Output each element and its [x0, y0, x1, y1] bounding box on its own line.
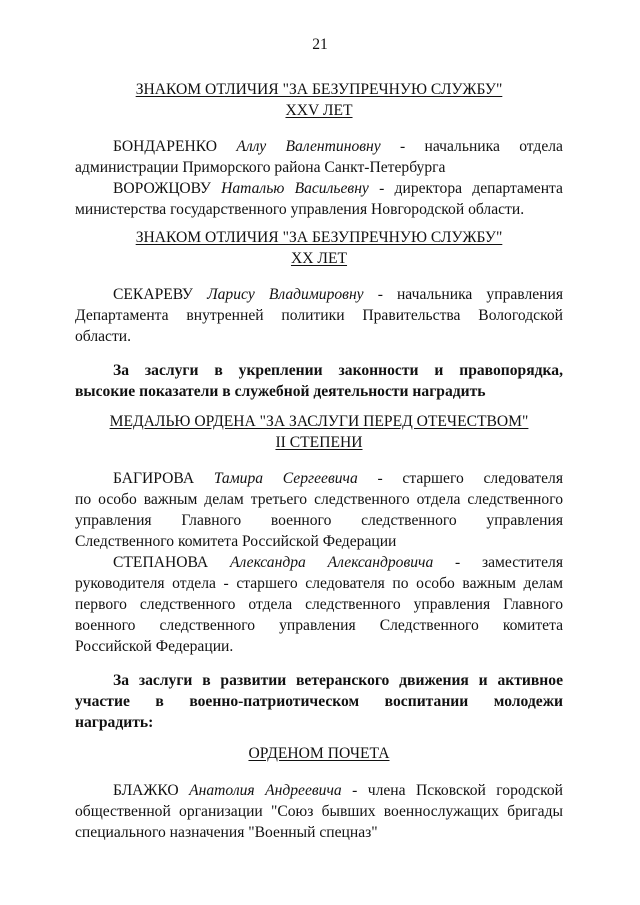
awardee-position-continued: руководителя отдела - старшего следователя по особо важным делам — [75, 575, 563, 592]
award-subheading-25-years: XXV ЛЕТ — [285, 102, 353, 119]
awardee-position-continued: специального назначения "Военный спецназ" — [75, 824, 378, 841]
page-number: 21 — [312, 36, 328, 53]
awardee-position-continued: Следственного комитета Российской Федерации — [75, 533, 397, 550]
awardee-surname: БАГИРОВА — [113, 470, 195, 487]
awardee-position: - члена Псковской городской — [341, 782, 564, 799]
awardee-position: - старшего следователя — [357, 470, 564, 487]
awardee-given-names: Аллу Валентиновну — [236, 138, 381, 155]
award-reason-continued: участие в военно-патриотическом воспитании молодежи — [75, 693, 563, 710]
award-reason-continued: высокие показатели в служебной деятельности наградить — [75, 383, 486, 400]
awardee-position-continued: Российской Федерации. — [75, 638, 234, 655]
award-subheading-20-years: XX ЛЕТ — [290, 250, 348, 267]
awardee-position: - заместителя — [433, 554, 563, 571]
awardee-position: - начальника управления — [363, 286, 564, 303]
awardee-position-continued: министерства государственного управления Новгородской области. — [75, 201, 525, 218]
awardee-entry-stepanov — [113, 552, 563, 574]
award-reason-continued: наградить: — [75, 714, 154, 731]
awardee-position: - начальника отдела — [380, 138, 563, 155]
awardee-entry-bagirov — [113, 468, 563, 490]
awardee-given-names: Анатолия Андреевича — [189, 782, 342, 799]
awardee-entry-sekareva — [113, 284, 563, 306]
awardee-entry-blazhko — [113, 780, 563, 802]
awardee-surname: СЕКАРЕВУ — [113, 286, 193, 303]
award-heading-25-years: ЗНАКОМ ОТЛИЧИЯ "ЗА БЕЗУПРЕЧНУЮ СЛУЖБУ" — [135, 81, 503, 98]
awardee-position-continued: Департамента внутренней политики Правительства Вологодской — [75, 307, 563, 324]
award-heading-medal: МЕДАЛЬЮ ОРДЕНА "ЗА ЗАСЛУГИ ПЕРЕД ОТЕЧЕСТВОМ" — [109, 413, 529, 430]
award-subheading-medal: II СТЕПЕНИ — [275, 434, 363, 451]
awardee-given-names: Александра Александровича — [229, 554, 434, 571]
awardee-given-names: Ларису Владимировну — [207, 286, 364, 303]
awardee-given-names: Наталью Васильевну — [221, 180, 369, 197]
awardee-entry-vorozhtsova — [113, 178, 563, 200]
award-reason: За заслуги в укреплении законности и правопорядка, — [113, 362, 563, 379]
award-reason: За заслуги в развитии ветеранского движения и активное — [113, 672, 563, 689]
awardee-surname: ВОРОЖЦОВУ — [113, 180, 211, 197]
awardee-position-continued: администрации Приморского района Санкт-Петербурга — [75, 159, 446, 176]
awardee-position-continued: общественной организации "Союз бывших военнослужащих бригады — [75, 803, 563, 820]
awardee-entry-bondarenko — [113, 136, 563, 158]
awardee-surname: БЛАЖКО — [113, 782, 179, 799]
awardee-position-continued: первого следственного отдела следственного управления Главного — [75, 596, 563, 613]
awardee-position: - директора департамента — [368, 180, 563, 197]
award-heading-order: ОРДЕНОМ ПОЧЕТА — [248, 745, 390, 762]
awardee-position-continued: военного следственного управления Следственного комитета — [75, 617, 563, 634]
awardee-given-names: Тамира Сергеевича — [213, 470, 358, 487]
awardee-surname: БОНДАРЕНКО — [113, 138, 218, 155]
awardee-position-continued: по особо важным делам третьего следственного отдела следственного — [75, 491, 563, 508]
awardee-surname: СТЕПАНОВА — [113, 554, 209, 571]
awardee-position-continued: области. — [75, 328, 132, 345]
award-heading-20-years: ЗНАКОМ ОТЛИЧИЯ "ЗА БЕЗУПРЕЧНУЮ СЛУЖБУ" — [135, 229, 503, 246]
awardee-position-continued: управления Главного военного следственного управления — [75, 512, 563, 529]
